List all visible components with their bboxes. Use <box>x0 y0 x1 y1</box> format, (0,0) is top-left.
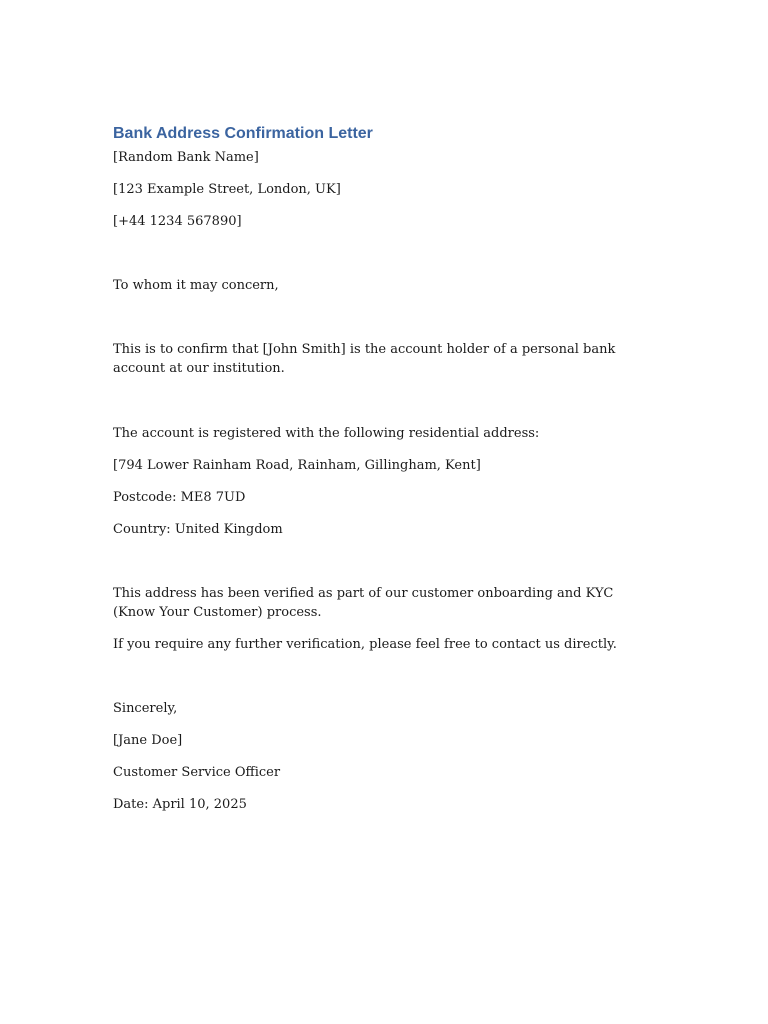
letter-date: Date: April 10, 2025 <box>113 797 247 812</box>
bank-name: [Random Bank Name] <box>113 150 259 165</box>
country: Country: United Kingdom <box>113 522 283 537</box>
closing: Sincerely, <box>113 701 178 716</box>
bank-phone: [+44 1234 567890] <box>113 214 242 229</box>
postcode: Postcode: ME8 7UD <box>113 490 246 505</box>
residential-address: [794 Lower Rainham Road, Rainham, Gillingham, Kent] <box>113 458 481 473</box>
letter-title: Bank Address Confirmation Letter <box>113 125 373 142</box>
verification-paragraph: This address has been verified as part of our customer onboarding and KYC (Know Your Customer) process. <box>113 586 614 620</box>
signatory-title: Customer Service Officer <box>113 765 281 780</box>
signatory-name: [Jane Doe] <box>113 733 183 748</box>
contact-paragraph: If you require any further verification, please feel free to contact us directly. <box>113 637 617 652</box>
salutation: To whom it may concern, <box>113 278 279 293</box>
address-intro: The account is registered with the following residential address: <box>113 426 540 441</box>
confirmation-paragraph: This is to confirm that [John Smith] is the account holder of a personal bank account at our institution. <box>113 342 616 376</box>
bank-address: [123 Example Street, London, UK] <box>113 182 341 197</box>
